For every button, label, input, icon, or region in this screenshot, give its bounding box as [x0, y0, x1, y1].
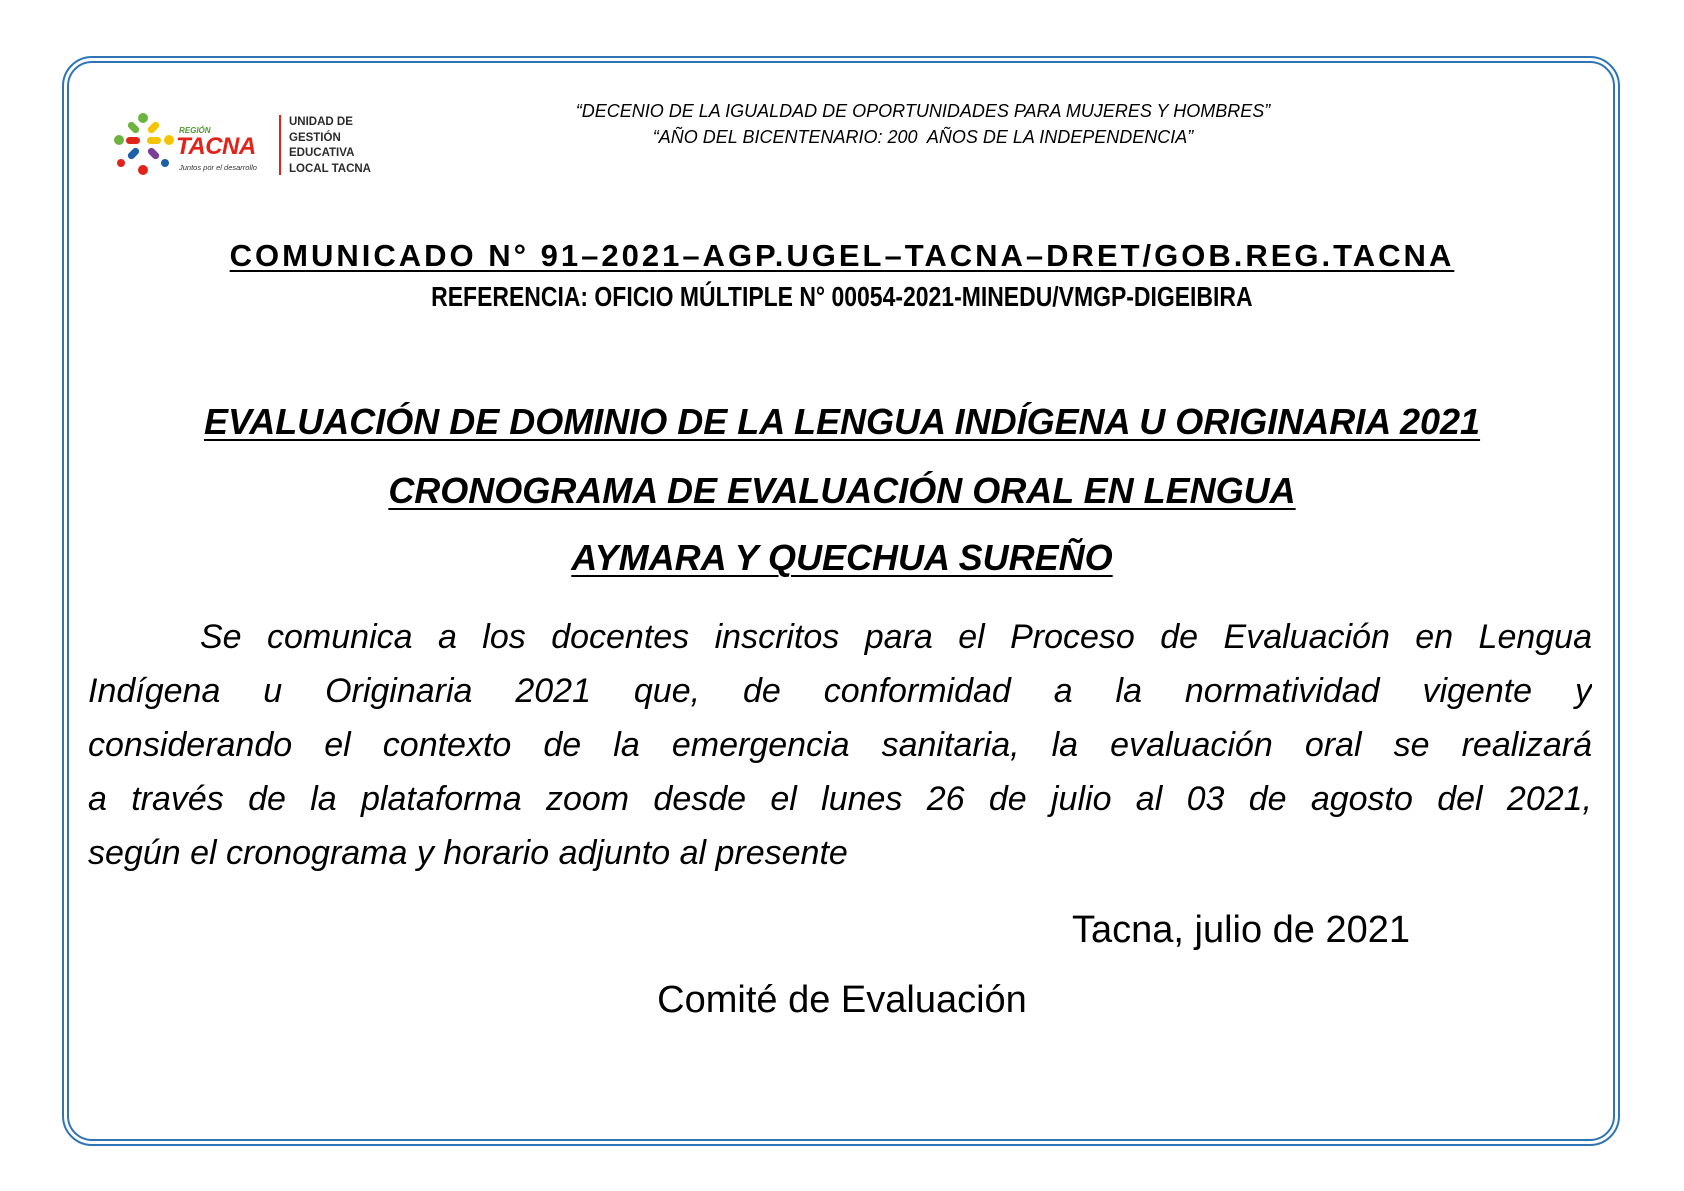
year-motto: “AÑO DEL BICENTENARIO: 200 AÑOS DE LA INDEPENDENCIA” — [652, 127, 1194, 147]
document-subheading: CRONOGRAMA DE EVALUACIÓN ORAL EN LENGUA — [388, 470, 1296, 511]
signature-committee: Comité de Evaluación — [657, 979, 1027, 1021]
logo-unit-line: GESTIÓN — [289, 131, 341, 144]
logo-unit-line: EDUCATIVA — [289, 147, 355, 159]
ugel-tacna-logo — [113, 112, 383, 180]
body-line: Indígena u Originaria 2021 que, de conformidad a la normatividad vigente y — [88, 672, 1592, 710]
logo-unit-line: LOCAL TACNA — [289, 162, 371, 175]
logo-divider — [279, 115, 281, 175]
logo-unit-line: UNIDAD DE — [289, 116, 353, 128]
body-line: a través de la plataforma zoom desde el lunes 26 de julio al 03 de agosto del 2021, — [88, 780, 1592, 818]
logo-region-label: REGIÓN — [179, 126, 211, 135]
logo-tacna-wordmark: TACNA — [176, 133, 256, 160]
body-line: según el cronograma y horario adjunto al presente — [88, 834, 848, 872]
place-and-date: Tacna, julio de 2021 — [1072, 909, 1411, 951]
decade-motto: “DECENIO DE LA IGUALDAD DE OPORTUNIDADES PARA MUJERES Y HOMBRES” — [575, 101, 1271, 121]
communique-number: COMUNICADO N° 91–2021–AGP.UGEL–TACNA–DRET/GOB.REG.TACNA — [229, 238, 1455, 273]
body-line: Se comunica a los docentes inscritos para el Proceso de Evaluación en Lengua — [200, 618, 1592, 656]
document-heading: EVALUACIÓN DE DOMINIO DE LA LENGUA INDÍGENA U ORIGINARIA 2021 — [203, 401, 1481, 442]
body-line: considerando el contexto de la emergencia sanitaria, la evaluación oral se realizará — [88, 726, 1592, 764]
logo-unit-name — [289, 115, 371, 177]
reference-line — [0, 282, 1684, 317]
reference-text: REFERENCIA: OFICIO MÚLTIPLE N° 00054-2021-MINEDU/VMGP-DIGEIBIRA — [431, 281, 1253, 312]
region-tacna-emblem-icon — [113, 112, 175, 178]
body-paragraph — [88, 610, 1592, 880]
document-subheading: AYMARA Y QUECHUA SUREÑO — [571, 537, 1113, 578]
logo-tagline: Juntos por el desarrollo — [179, 163, 257, 172]
